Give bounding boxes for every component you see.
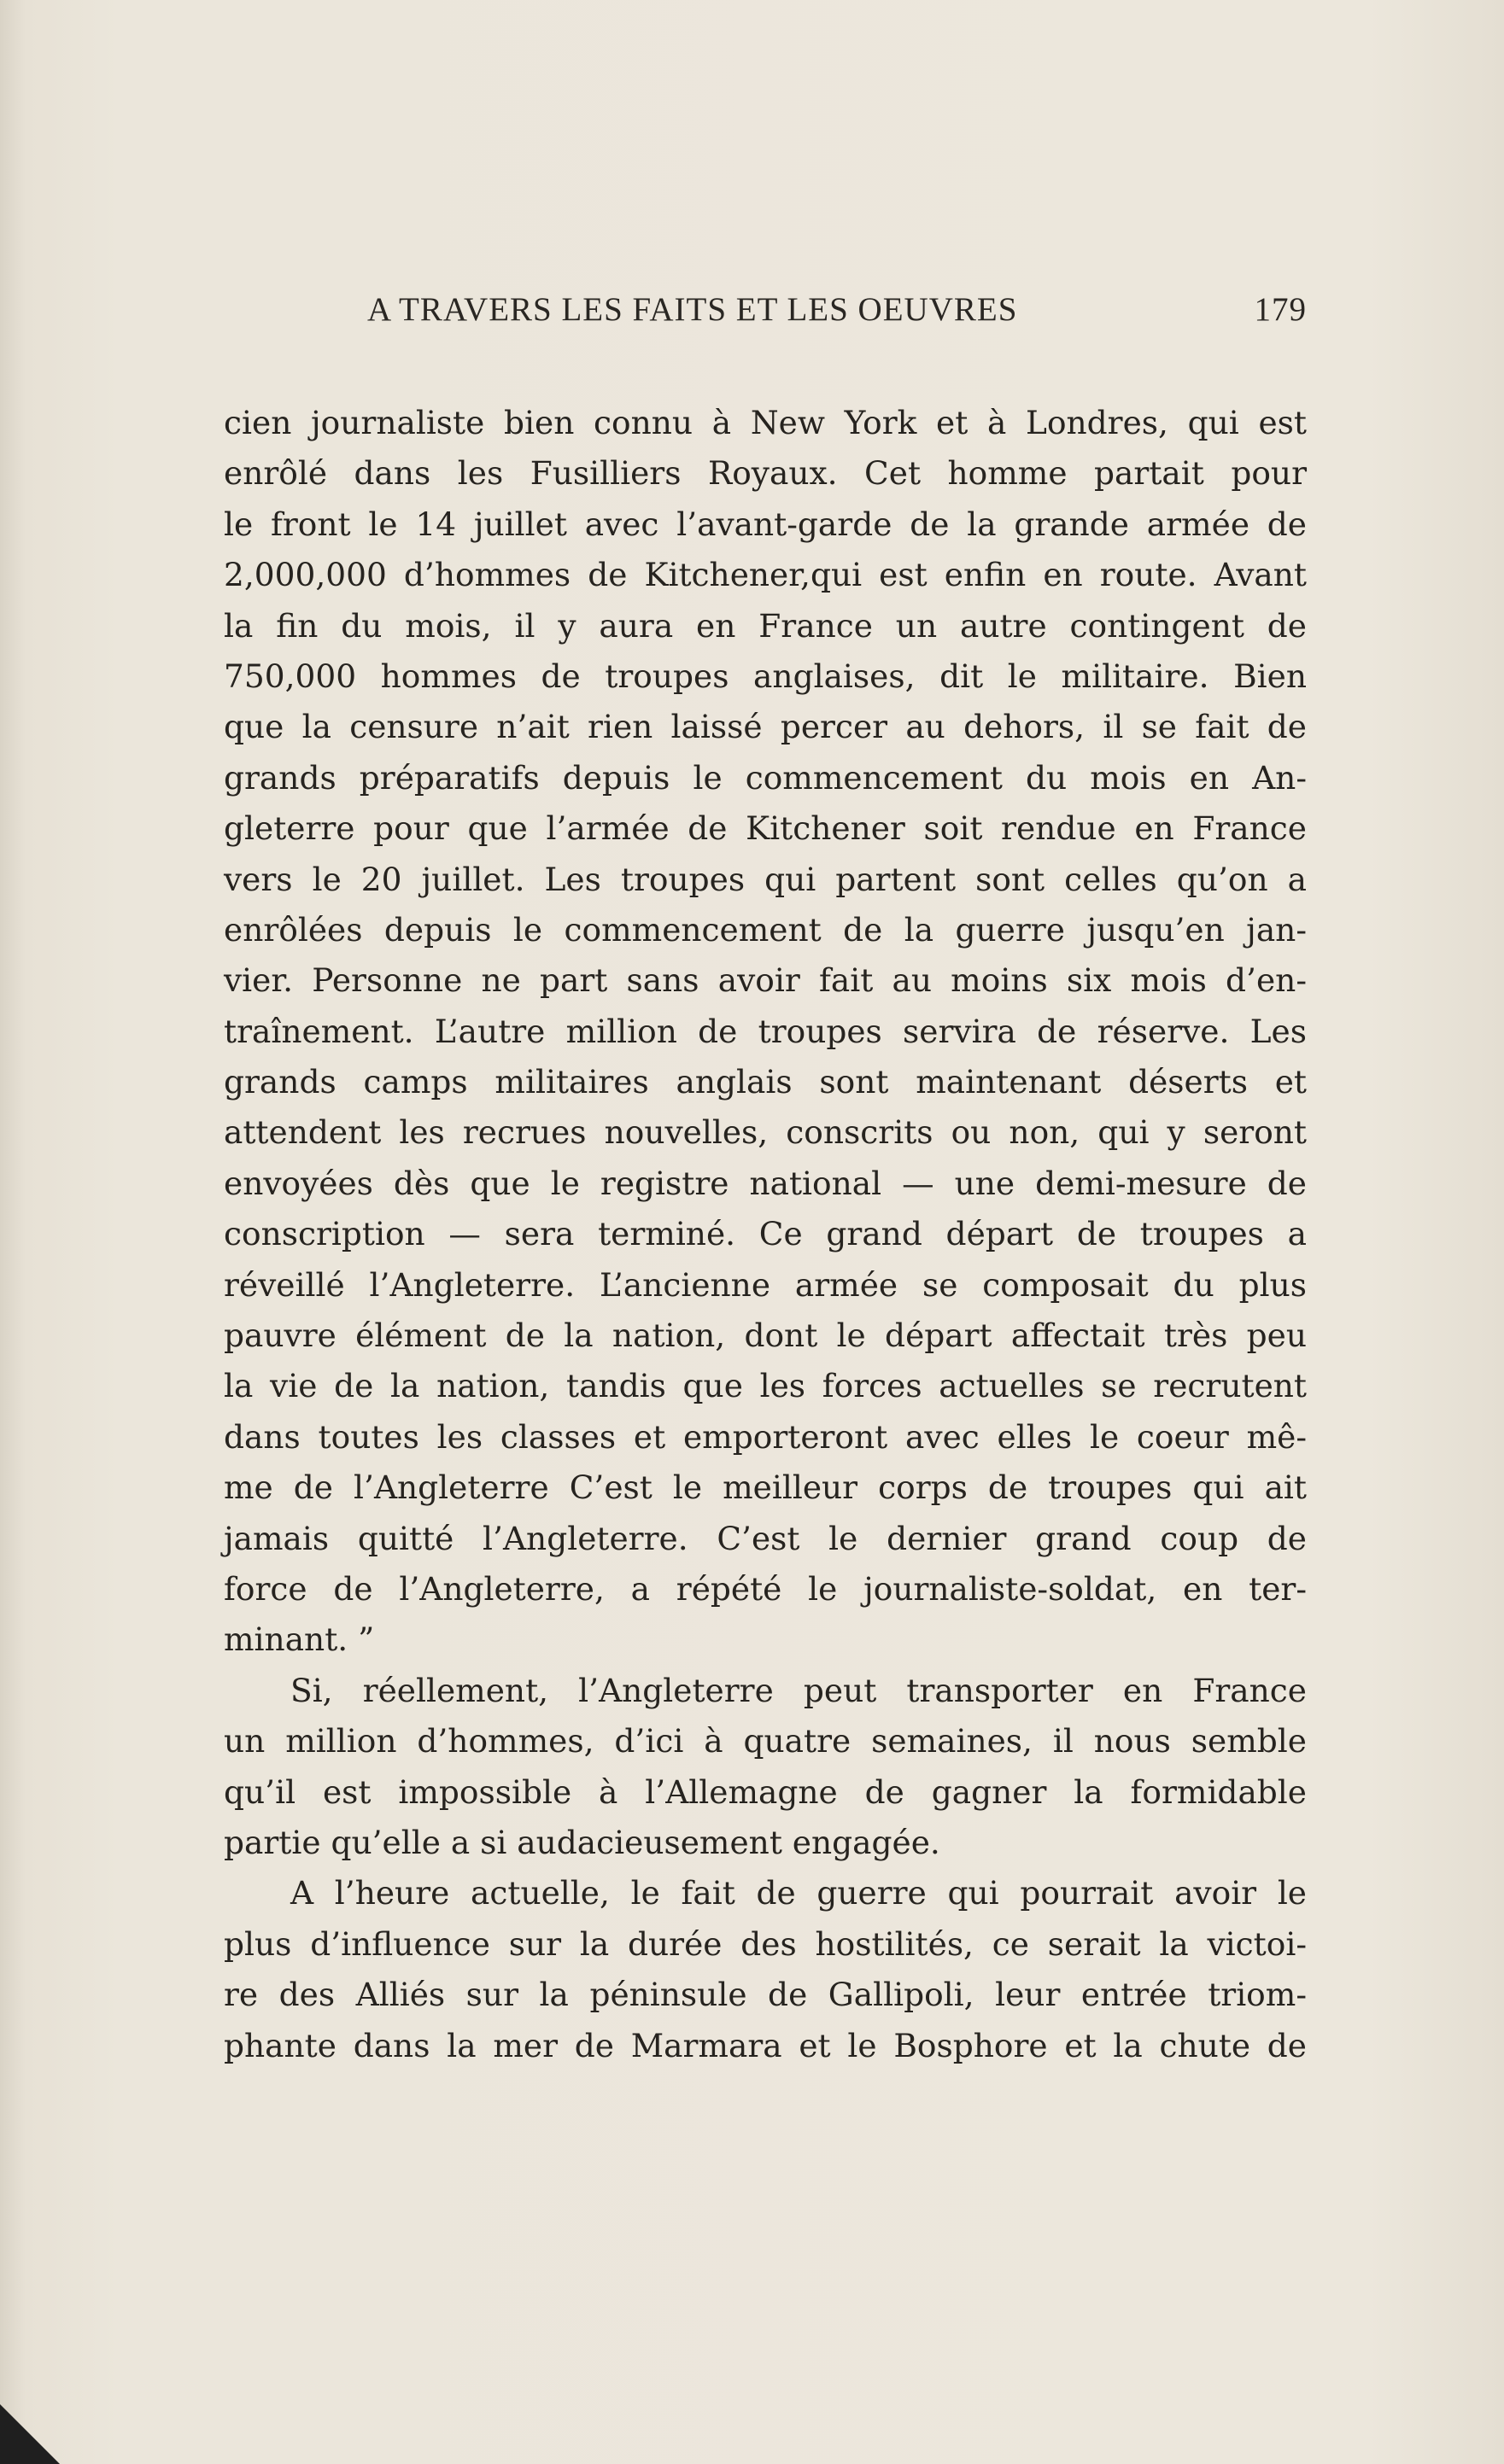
text-line: phante dans la mer de Marmara et le Bosphore et la chute de [224,2026,1307,2064]
text-line: cien journaliste bien connu à New York et à Londres, qui est [224,404,1307,441]
text-line: plus d’influence sur la durée des hostilités, ce serait la victoi- [224,1924,1307,1963]
running-header [367,290,1307,342]
text-line: envoyées dès que le registre national — une demi-mesure de [224,1164,1307,1202]
text-line: conscription — sera terminé. Ce grand départ de troupes a [224,1215,1307,1253]
text-line: la fin du mois, il y aura en France un autre contingent de [224,606,1307,645]
paragraph-first-line: A l’heure actuelle, le fait de guerre qui pourrait avoir le [290,1874,1307,1912]
text-line: force de l’Angleterre, a répété le journaliste-soldat, en ter- [224,1569,1307,1608]
text-line: partie qu’elle a si audacieusement engagée. [224,1823,940,1861]
text-line: le front le 14 juillet avec l’avant-garde de la grande armée de [224,505,1307,543]
paragraph-first-line: Si, réellement, l’Angleterre peut transporter en France [290,1671,1307,1709]
text-line: réveillé l’Angleterre. L’ancienne armée se composait du plus [224,1265,1307,1304]
text-line: traînement. L’autre million de troupes servira de réserve. Les [224,1012,1307,1050]
text-line: 750,000 hommes de troupes anglaises, dit le militaire. Bien [224,657,1307,695]
text-line: enrôlées depuis le commencement de la guerre jusqu’en jan- [224,910,1307,949]
text-line: vier. Personne ne part sans avoir fait au moins six mois d’en- [224,961,1307,1000]
text-line: qu’il est impossible à l’Allemagne de gagner la formidable [224,1772,1307,1811]
text-line: un million d’hommes, d’ici à quatre semaines, il nous semble [224,1722,1307,1760]
text-line: me de l’Angleterre C’est le meilleur corps de troupes qui ait [224,1468,1307,1507]
text-line: jamais quitté l’Angleterre. C’est le dernier grand coup de [224,1519,1307,1557]
text-line: vers le 20 juillet. Les troupes qui partent sont celles qu’on a [224,860,1307,898]
body-text [224,398,1307,2071]
text-line: attendent les recrues nouvelles, conscrits ou non, qui y seront [224,1113,1307,1152]
text-line: 2,000,000 d’hommes de Kitchener,qui est enfin en route. Avant [224,556,1307,594]
text-line: enrôlé dans les Fusilliers Royaux. Cet homme partait pour [224,454,1307,493]
text-line: pauvre élément de la nation, dont le départ affectait très peu [224,1317,1307,1355]
text-line: grands préparatifs depuis le commencement du mois en An- [224,758,1307,797]
text-line: grands camps militaires anglais sont maintenant déserts et [224,1063,1307,1101]
text-line: gleterre pour que l’armée de Kitchener soit rendue en France [224,809,1307,848]
text-line: la vie de la nation, tandis que les forces actuelles se recrutent [224,1367,1307,1405]
text-line: dans toutes les classes et emporteront avec elles le coeur mê- [224,1417,1307,1456]
text-line: re des Alliés sur la péninsule de Gallipoli, leur entrée triom- [224,1976,1307,2014]
page-corner-shadow [0,2404,60,2464]
text-line: que la censure n’ait rien laissé percer au dehors, il se fait de [224,708,1307,746]
text-line: minant. ” [224,1620,375,1659]
page-number: 179 [1254,291,1307,328]
running-title: A TRAVERS LES FAITS ET LES OEUVRES [367,291,1018,328]
